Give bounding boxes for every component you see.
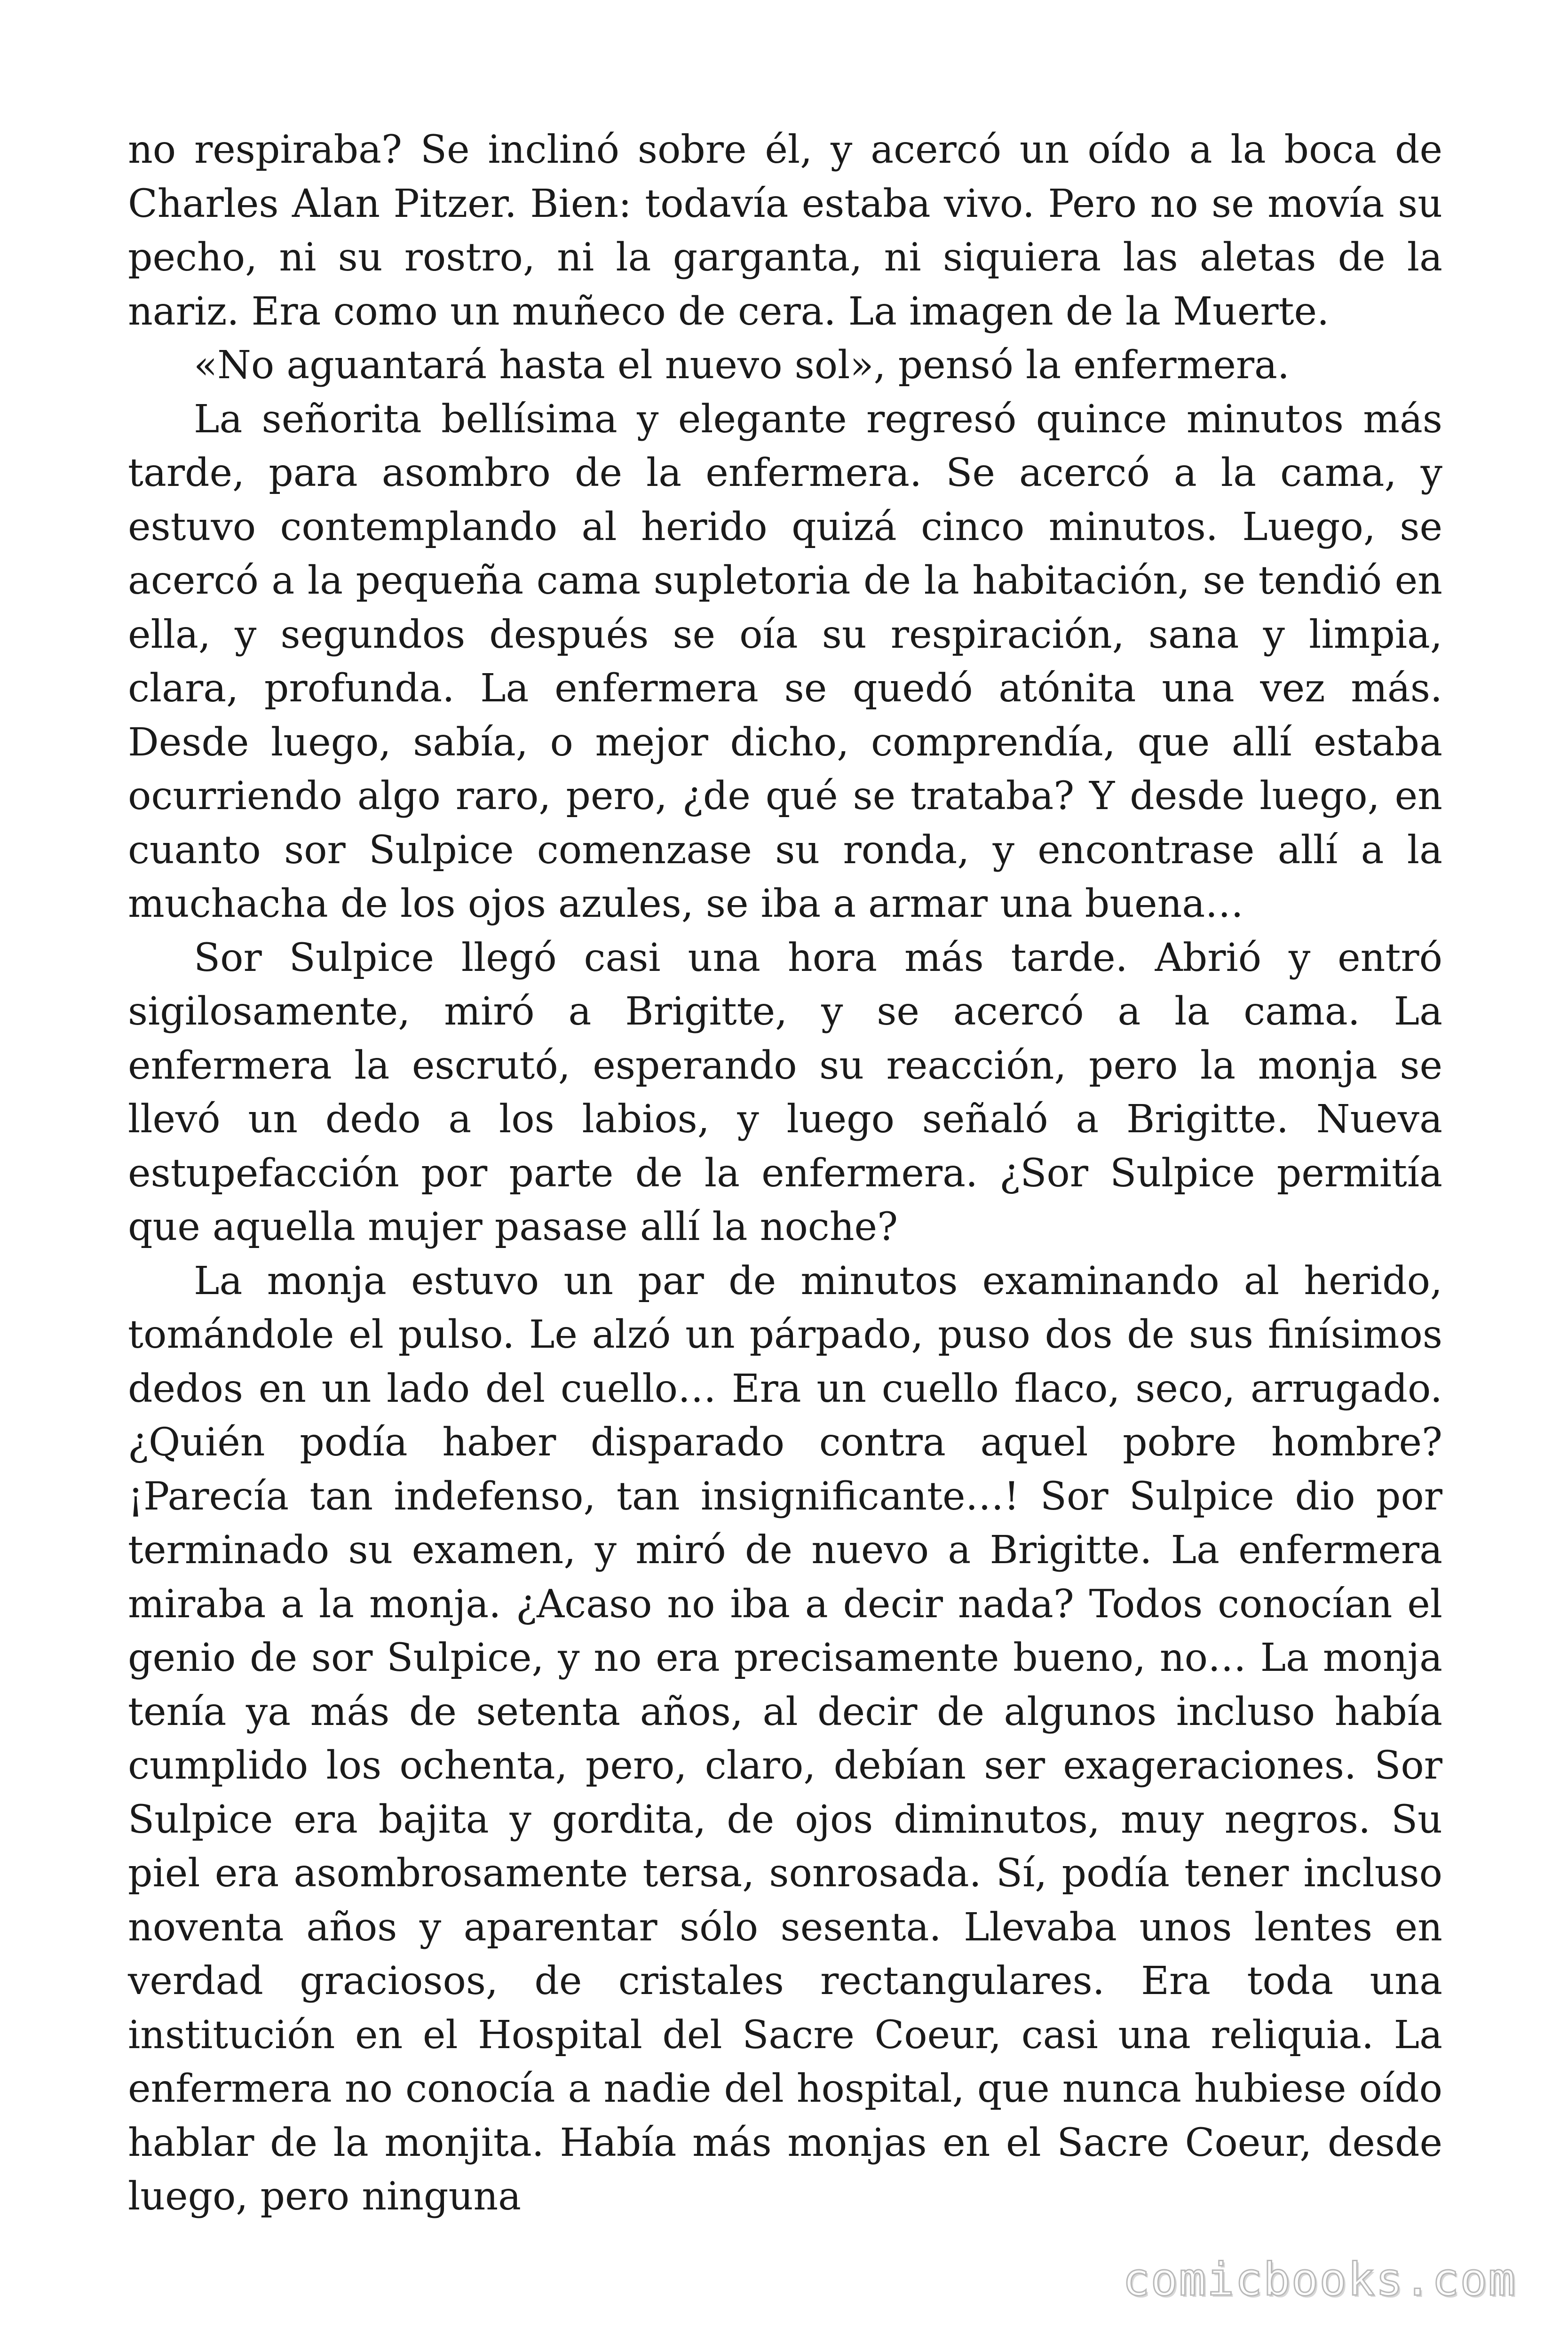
paragraph-continuation: no respiraba? Se inclinó sobre él, y acercó un oído a la boca de Charles Alan Pitzer. Bien: todavía estaba vivo. Pero no se movía su pecho, ni su rostro, ni la garganta, ni siquiera las aletas de la nariz. Era como un muñeco de cera. La imagen de la Muerte.: [128, 127, 1442, 334]
watermark-logo: comicbooks.com: [1122, 2253, 1516, 2306]
paragraph-sor-sulpice-arrives: Sor Sulpice llegó casi una hora más tarde. Abrió y entró sigilosamente, miró a Brigitte, y se acercó a la cama. La enfermera la escrutó, esperando su reacción, pero la monja se llevó un dedo a los labios, y luego señaló a Brigitte. Nueva estupefacción por parte de la enfermera. ¿Sor Sulpice permitía que aquella mujer pasase allí la noche?: [128, 935, 1442, 1249]
paragraph-quote: «No aguantará hasta el nuevo sol», pensó la enfermera.: [194, 343, 1290, 388]
body-text: [128, 123, 1442, 2224]
paragraph-monja-examines: La monja estuvo un par de minutos examinando al herido, tomándole el pulso. Le alzó un párpado, puso dos de sus finísimos dedos en un lado del cuello… Era un cuello flaco, seco, arrugado. ¿Quién podía haber disparado contra aquel pobre hombre? ¡Parecía tan indefenso, tan insignificante…! Sor Sulpice dio por terminado su examen, y miró de nuevo a Brigitte. La enfermera miraba a la monja. ¿Acaso no iba a decir nada? Todos conocían el genio de sor Sulpice, y no era precisamente bueno, no… La monja tenía ya más de setenta años, al decir de algunos incluso había cumplido los ochenta, pero, claro, debían ser exageraciones. Sor Sulpice era bajita y gordita, de ojos diminutos, muy negros. Su piel era asombrosamente tersa, sonrosada. Sí, podía tener incluso noventa años y aparentar sólo sesenta. Llevaba unos lentes en verdad graciosos, de cristales rectangulares. Era toda una institución en el Hospital del Sacre Coeur, casi una reliquia. La enfermera no conocía a nadie del hospital, que nunca hubiese oído hablar de la monjita. Había más monjas en el Sacre Coeur, desde luego, pero ninguna: [128, 1258, 1442, 2219]
paragraph-senorita-returns: La señorita bellísima y elegante regresó quince minutos más tarde, para asombro de la enfermera. Se acercó a la cama, y estuvo contemplando al herido quizá cinco minutos. Luego, se acercó a la pequeña cama supletoria de la habitación, se tendió en ella, y segundos después se oía su respiración, sana y limpia, clara, profunda. La enfermera se quedó atónita una vez más. Desde luego, sabía, o mejor dicho, comprendía, que allí estaba ocurriendo algo raro, pero, ¿de qué se trataba? Y desde luego, en cuanto sor Sulpice comenzase su ronda, y encontrase allí a la muchacha de los ojos azules, se iba a armar una buena…: [128, 397, 1442, 926]
